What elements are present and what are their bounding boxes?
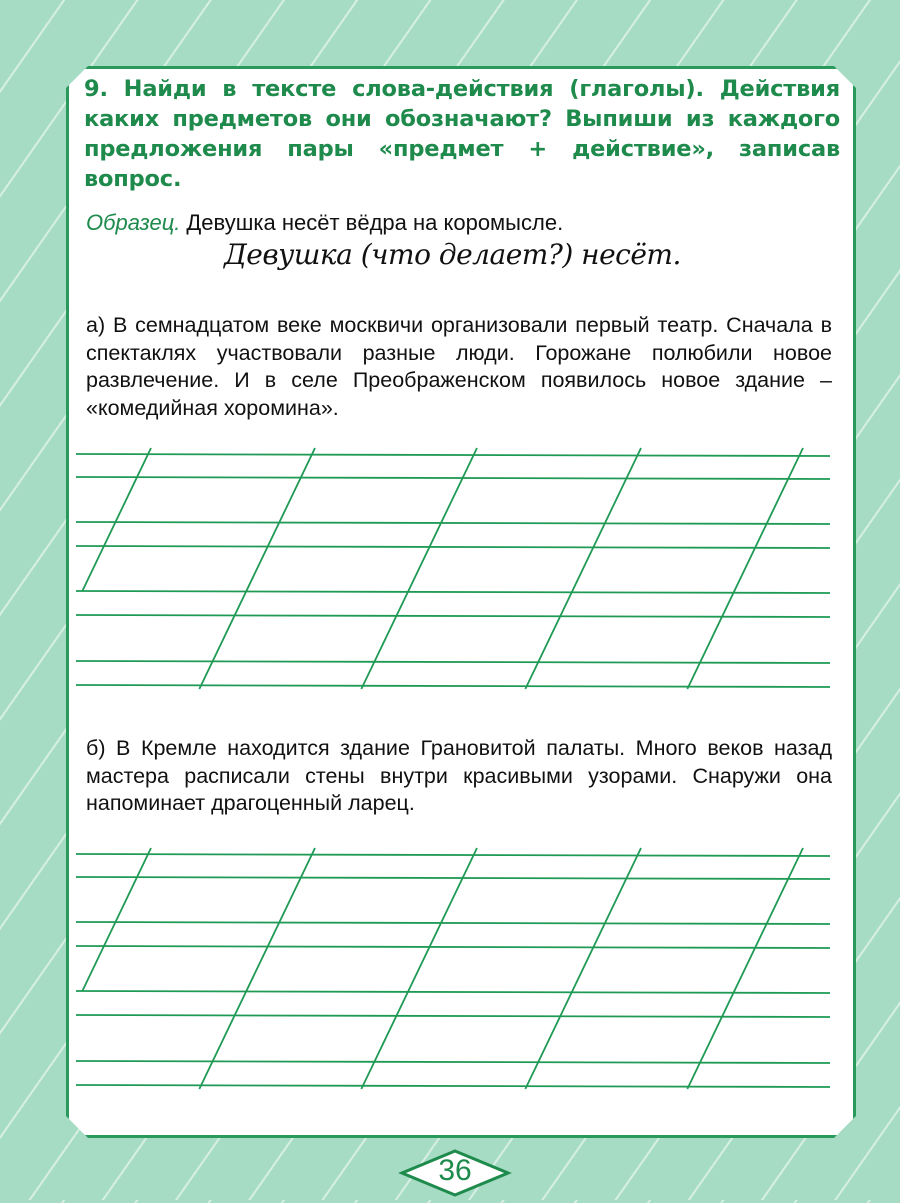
ruled-line [76, 615, 830, 617]
ruled-line [76, 591, 830, 593]
slant-line [361, 448, 477, 689]
ruled-line [76, 1061, 830, 1063]
ruled-line [76, 477, 830, 479]
sample-sentence: Девушка несёт вёдра на коромысле. [186, 210, 564, 235]
slant-line [361, 848, 477, 1089]
writing-grid-a[interactable] [76, 448, 830, 689]
ruled-line [76, 922, 830, 924]
ruled-line [76, 685, 830, 687]
ruled-line [76, 546, 830, 548]
ruled-line [76, 877, 830, 879]
slant-line [199, 848, 315, 1089]
ruled-line [76, 661, 830, 663]
ruled-line [76, 854, 830, 856]
writing-grid-b[interactable] [76, 848, 830, 1089]
part-b-text: б) В Кремле находится здание Грановитой палаты. Много веков назад мастера расписали стены внутри красивыми узорами. Снаружи она напоминает драгоценный ларец. [86, 736, 832, 815]
slant-line [199, 448, 315, 689]
page-number-badge [398, 1148, 512, 1198]
ruled-line [76, 991, 830, 993]
slant-line [687, 848, 803, 1089]
handwritten-sample: Девушка (что делает?) несёт. [224, 238, 681, 271]
slant-line [82, 848, 151, 991]
ruled-line [76, 522, 830, 524]
slant-line [687, 448, 803, 689]
ruled-line [76, 454, 830, 456]
part-a-text: а) В семнадцатом веке москвичи организовали первый театр. Сначала в спектаклях участвовали разные люди. Горожане полюбили новое развлечение. И в селе Преображенском появилось новое здание – «комедийная хоромина». [86, 313, 832, 420]
page-number: 36 [438, 1154, 472, 1187]
slant-line [525, 848, 641, 1089]
sample-label: Образец. [86, 210, 181, 235]
slant-line [525, 448, 641, 689]
ruled-line [76, 1015, 830, 1017]
task-heading: 9. Найди в тексте слова-действия (глаголы). Действия каких предметов они обозначают? Выпиши из каждого предложения пары «предмет + действие», записав вопрос. [84, 76, 840, 192]
ruled-line [76, 1085, 830, 1087]
ruled-line [76, 946, 830, 948]
slant-line [82, 448, 151, 591]
